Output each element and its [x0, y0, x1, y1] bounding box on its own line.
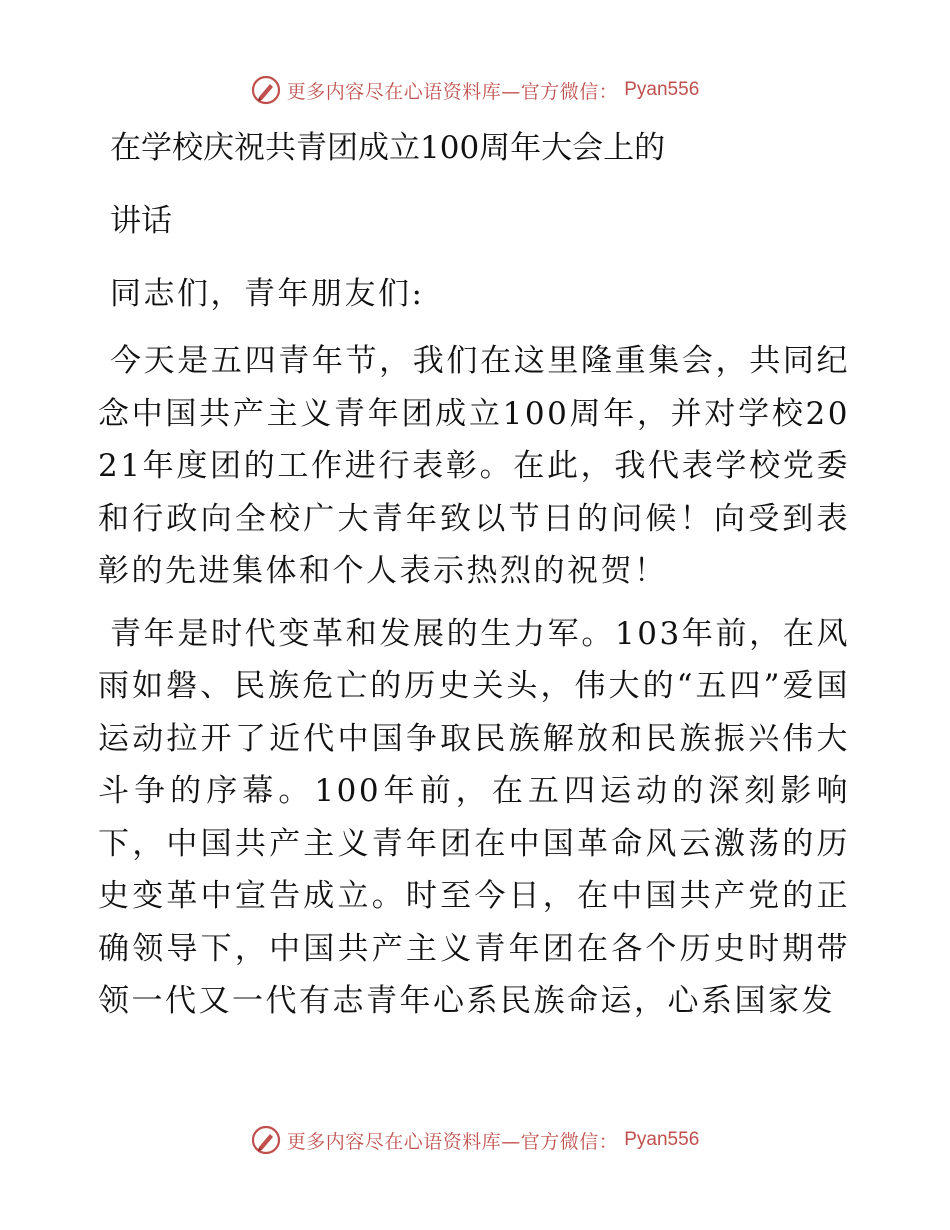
- document-title-line-1: 在学校庆祝共青团成立100周年大会上的: [110, 130, 666, 166]
- pen-logo-icon: [251, 1125, 281, 1155]
- watermark-text: 更多内容尽在心语资料库—官方微信：: [286, 80, 619, 103]
- paragraph-1: 今天是五四青年节，我们在这里隆重集会，共同纪念中国共产主义青年团成立100周年，并对学校2021年度团的工作进行表彰。在此，我代表学校党委和行政向全校广大青年致以节日的问候！向受到表彰的先进集体和个人表示热烈的祝贺！: [98, 343, 850, 589]
- header-watermark: [0, 70, 950, 110]
- footer-watermark: [0, 1120, 950, 1160]
- watermark-text: 更多内容尽在心语资料库—官方微信：: [286, 1130, 619, 1153]
- watermark-wechat-id: Pyan556: [624, 1129, 700, 1150]
- pen-logo-icon: [251, 75, 281, 105]
- watermark-wechat-id: Pyan556: [624, 79, 700, 100]
- document-body: [98, 118, 850, 1038]
- document-title-line-2: 讲话: [110, 203, 172, 239]
- salutation: 同志们，青年朋友们:: [110, 276, 425, 312]
- paragraph-2: 青年是时代变革和发展的生力军。103年前，在风雨如磐、民族危亡的历史关头，伟大的“五四”爱国运动拉开了近代中国争取民族解放和民族振兴伟大斗争的序幕。100年前，在五四运动的深刻影响下，中国共产主义青年团在中国革命风云激荡的历史变革中宣告成立。时至今日，在中国共产党的正确领导下，中国共产主义青年团在各个历史时期带领一代又一代有志青年心系民族命运，心系国家发: [98, 615, 850, 1019]
